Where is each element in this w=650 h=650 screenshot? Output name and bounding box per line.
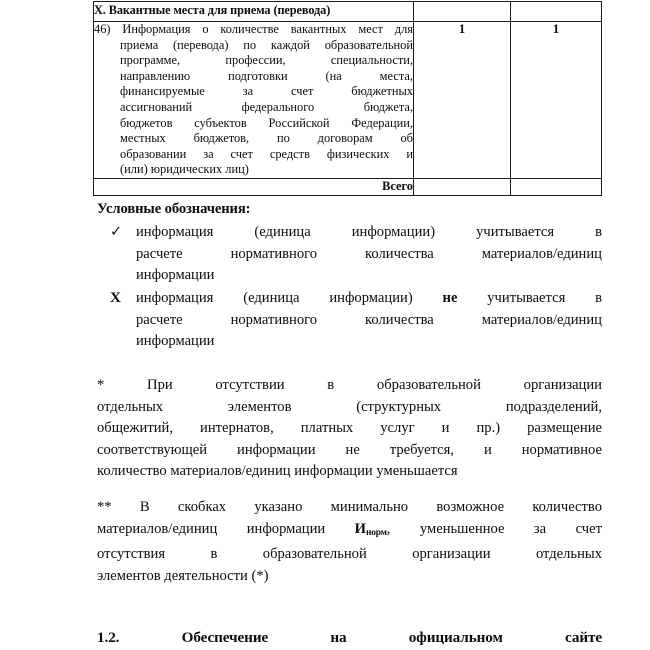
- footnote-line: соответствующей информации не требуется, и нормативное: [97, 441, 602, 458]
- legend-line: расчете нормативного количества материалов/единиц: [136, 245, 602, 262]
- item-line: направлению подготовки (на места,: [120, 68, 413, 83]
- table-item-col2-value: 1: [414, 22, 511, 179]
- cross-icon: X: [110, 289, 121, 306]
- formula-subscript: норм: [366, 527, 387, 538]
- item-line: ассигнований федерального бюджета,: [120, 99, 413, 114]
- checkmark-icon: ✓: [110, 224, 123, 240]
- table-section-row: [94, 2, 602, 22]
- table-total-label: Всего: [94, 178, 414, 195]
- legend-included-text: [136, 222, 602, 287]
- next-section-number: 1.2.: [97, 629, 120, 646]
- formula-symbol: И: [354, 520, 367, 537]
- footnote-line-suffix: , уменьшенное за счет: [386, 520, 602, 537]
- footnote-line: общежитий, интернатов, платных услуг и пр.) размещение: [97, 420, 602, 436]
- item-line: 46) Информация о количестве вакантных мест для: [94, 22, 413, 36]
- table-total-col3-cell: [511, 178, 602, 195]
- legend-line-emphasis: не: [442, 290, 458, 306]
- table-item-text: [94, 22, 414, 179]
- table-section-col2-cell: [414, 2, 511, 22]
- item-line: бюджетов субъектов Российской Федерации,: [120, 115, 413, 130]
- legend-excluded-text: [136, 288, 602, 353]
- footnote-double-asterisk: [97, 497, 602, 587]
- legend-heading: Условные обозначения:: [97, 201, 251, 217]
- legend-line: информации: [136, 333, 215, 349]
- item-line: местных бюджетов, по договорам об: [120, 131, 413, 146]
- footnote-line: * При отсутствии в образовательной организации: [97, 377, 602, 393]
- item-line: финансируемые за счет бюджетных: [120, 84, 413, 99]
- item-line: образовании за счет средств физических и: [120, 146, 413, 161]
- table-section-title: X. Вакантные места для приема (перевода): [94, 2, 414, 22]
- next-section-title: Обеспечение на официальном сайте: [181, 629, 602, 646]
- table-section-col3-cell: [511, 2, 602, 22]
- footnote-line-prefix: материалов/единиц информации: [97, 520, 355, 537]
- legend-line-suffix: учитывается в: [457, 290, 603, 306]
- footnote-line: отсутствия в образовательной организации отдельных: [97, 546, 602, 563]
- table-item-col3-value: 1: [511, 22, 602, 179]
- table-row: [94, 22, 602, 179]
- item-line: приема (перевода) по каждой образовательной: [120, 37, 413, 52]
- item-line: программе, профессии, специальности,: [120, 53, 413, 68]
- legend-line: информация (единица информации) учитывается в: [136, 224, 602, 240]
- legend-line: расчете нормативного количества материалов/единиц: [136, 311, 602, 328]
- footnote-line: [97, 519, 602, 545]
- footnote-line: отдельных элементов (структурных подразделений,: [97, 398, 602, 415]
- legend-line-prefix: информация (единица информации): [136, 290, 443, 306]
- table-total-col2-cell: [414, 178, 511, 195]
- table-total-row: [94, 178, 602, 195]
- legend-entry-included: [110, 222, 602, 287]
- legend-line: [136, 288, 602, 310]
- footnote-single-asterisk: [97, 375, 602, 483]
- footnote-line: количество материалов/единиц информации уменьшается: [97, 463, 458, 479]
- next-section-heading: [97, 627, 602, 650]
- vacancies-table: [93, 1, 602, 196]
- footnote-line: элементов деятельности (*): [97, 567, 269, 584]
- item-line: (или) юридических лиц): [120, 162, 249, 177]
- legend-entry-excluded: [110, 287, 602, 353]
- footnote-line: ** В скобках указано минимально возможное количество: [97, 499, 602, 515]
- legend-line: информации: [136, 267, 215, 283]
